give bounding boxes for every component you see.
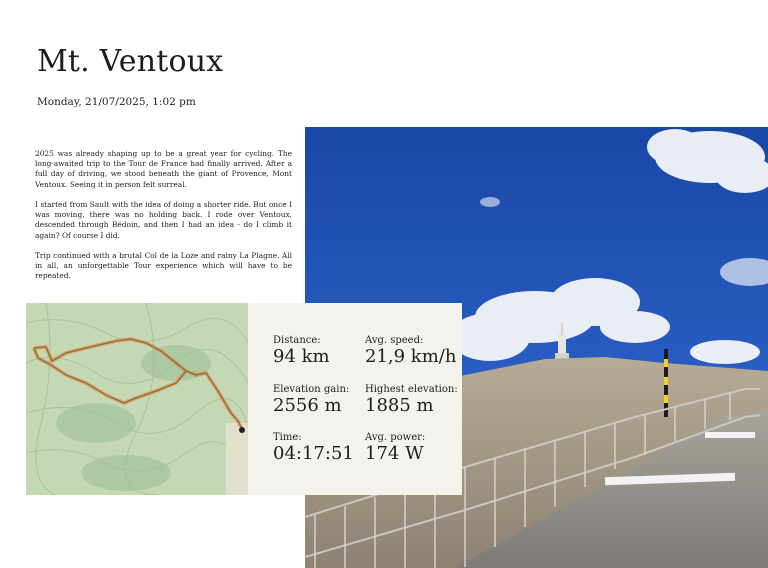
ride-story (35, 149, 292, 292)
stat-distance-label: Distance: (273, 335, 321, 346)
story-paragraph-1: 2025 was already shaping up to be a great year for cycling. The long-awaited trip to the Tour de France had finally arrived. After a full day of driving, we stood beneath the giant of Provence, Mont Ventoux. Seeing it in person felt surreal. (35, 149, 292, 189)
stat-avg-speed-value: 21,9 km/h (365, 346, 457, 367)
page-title: Mt. Ventoux (37, 44, 224, 79)
stat-avg-power-value: 174 W (365, 443, 424, 464)
stat-distance (273, 335, 330, 367)
stat-avg-power (365, 432, 425, 464)
stat-avg-speed (365, 335, 456, 367)
stat-time-value: 04:17:51 (273, 443, 354, 464)
stat-avg-speed-label: Avg. speed: (365, 335, 424, 346)
stat-highest-elevation-value: 1885 m (365, 395, 434, 416)
story-paragraph-2: I started from Sault with the idea of doing a shorter ride. But once I was moving, there was no holding back. I rode over Ventoux, descended through Bédoin, and then I had an idea - do I climb it again? Of course I did. (35, 200, 292, 240)
stat-highest-elevation (365, 384, 458, 416)
ride-datetime: Monday, 21/07/2025, 1:02 pm (37, 96, 196, 108)
stat-time-label: Time: (273, 432, 302, 443)
route-map (26, 303, 248, 495)
stat-elevation-gain-label: Elevation gain: (273, 384, 350, 395)
stat-highest-elevation-label: Highest elevation: (365, 384, 458, 395)
stat-avg-power-label: Avg. power: (365, 432, 426, 443)
stat-elevation-gain-value: 2556 m (273, 395, 342, 416)
stat-elevation-gain (273, 384, 349, 416)
stat-time (273, 432, 354, 464)
ride-stats-panel (248, 303, 462, 495)
story-paragraph-3: Trip continued with a brutal Col de la Loze and rainy La Plagne. All in all, an unforgettable Tour experience which will have to be repeated. (35, 251, 292, 281)
stat-distance-value: 94 km (273, 346, 330, 367)
